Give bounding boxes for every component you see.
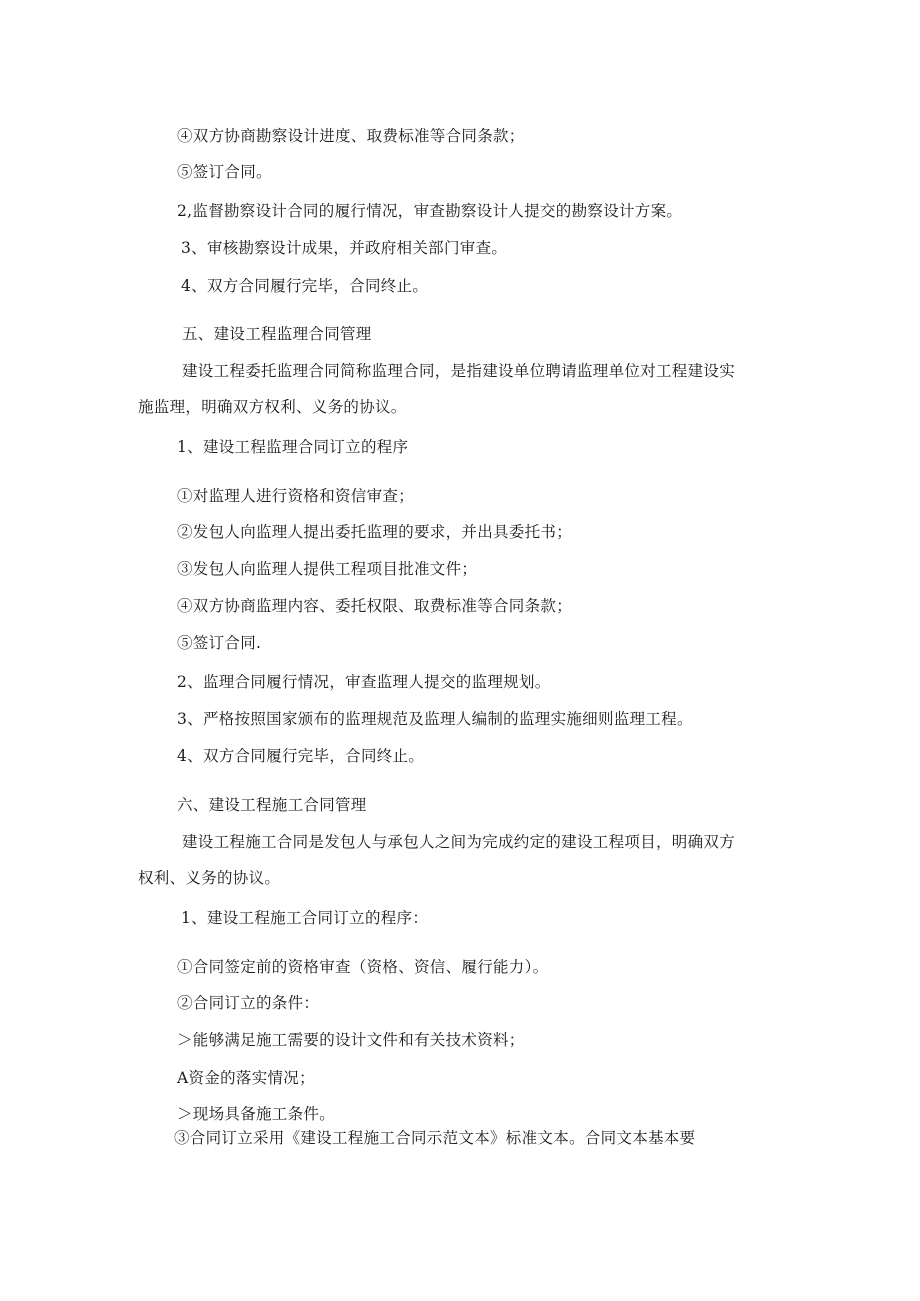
text-line: 施监理，明确双方权利、义务的协议。 — [138, 398, 407, 416]
text-line: 3、审核勘察设计成果，并政府相关部门审查。 — [181, 239, 508, 257]
text-line: ①对监理人进行资格和资信审查； — [177, 487, 415, 505]
list-item: ＞现场具备施工条件。 — [177, 1105, 336, 1123]
text-line: 4、双方合同履行完毕，合同终止。 — [177, 747, 425, 765]
text-line: 2,监督勘察设计合同的履行情况，审查勘察设计人提交的勘察设计方案。 — [177, 202, 683, 220]
text-line: ⑤签订合同。 — [177, 163, 272, 181]
section-heading: 五、建设工程监理合同管理 — [182, 325, 372, 343]
text-line: ⑤签订合同. — [177, 634, 262, 652]
text-line: ②合同订立的条件： — [177, 994, 320, 1012]
text-line: ③合同订立采用《建设工程施工合同示范文本》标准文本。合同文本基本要 — [174, 1129, 696, 1147]
list-item: A资金的落实情况； — [177, 1069, 315, 1087]
subheading: 1、建设工程监理合同订立的程序 — [177, 438, 409, 456]
text-line: 4、双方合同履行完毕，合同终止。 — [181, 277, 429, 295]
text-line: ③发包人向监理人提供工程项目批准文件； — [177, 560, 478, 578]
text-line: 建设工程委托监理合同简称监理合同，是指建设单位聘请监理单位对工程建设实 — [182, 362, 736, 380]
text-line: ④双方协商勘察设计进度、取费标准等合同条款； — [177, 127, 525, 145]
text-line: 权利、义务的协议。 — [138, 869, 281, 887]
text-line: 2、监理合同履行情况，审查监理人提交的监理规划。 — [177, 673, 551, 691]
subheading: 1、建设工程施工合同订立的程序： — [181, 909, 429, 927]
text-line: ①合同签定前的资格审查（资格、资信、履行能力）。 — [177, 958, 549, 976]
text-line: ②发包人向监理人提出委托监理的要求，并出具委托书； — [177, 523, 573, 541]
text-line: ④双方协商监理内容、委托权限、取费标准等合同条款； — [177, 597, 573, 615]
text-line: 3、严格按照国家颁布的监理规范及监理人编制的监理实施细则监理工程。 — [177, 710, 693, 728]
text-line: 建设工程施工合同是发包人与承包人之间为完成约定的建设工程项目，明确双方 — [182, 833, 736, 851]
section-heading: 六、建设工程施工合同管理 — [177, 796, 367, 814]
list-item: ＞能够满足施工需要的设计文件和有关技术资料； — [177, 1031, 525, 1049]
